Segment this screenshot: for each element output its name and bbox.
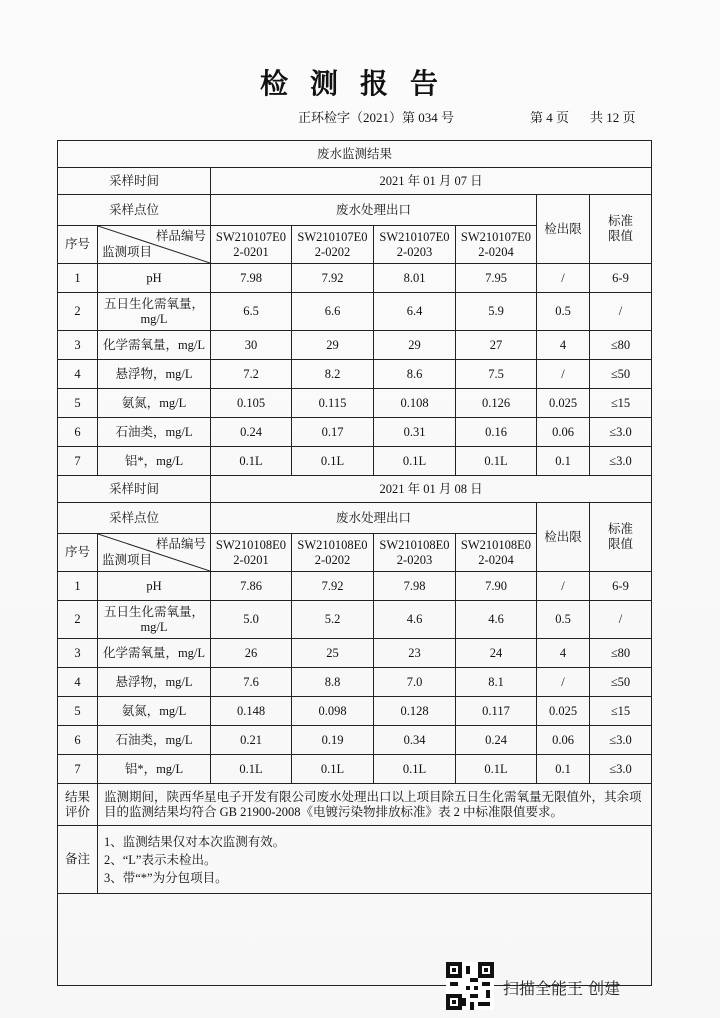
sample-id-label: 样品编号 [155,229,206,243]
table-row [58,668,652,697]
measured-value: 8.01 [374,264,456,293]
monitoring-item: 铝*，mg/L [98,447,211,476]
table-row [58,331,652,360]
sampling-time-label: 采样时间 [58,476,211,503]
measured-value: 0.148 [211,697,292,726]
table-row [58,389,652,418]
monitoring-item: 五日生化需氧量， mg/L [98,601,211,639]
monitoring-item: 石油类，mg/L [98,726,211,755]
table-row [58,755,652,784]
measured-value: 7.98 [211,264,292,293]
monitoring-item: 悬浮物，mg/L [98,360,211,389]
sample-id: SW210107E0 2-0204 [456,226,537,264]
standard-limit-header: 标准 限值 [590,195,652,264]
row-number: 4 [58,360,98,389]
measured-value: 7.0 [374,668,456,697]
measured-value: 0.108 [374,389,456,418]
detection-limit-value: / [537,264,590,293]
measured-value: 0.105 [211,389,292,418]
measured-value: 6.5 [211,293,292,331]
measured-value: 7.98 [374,572,456,601]
table-row [58,168,652,195]
row-number: 7 [58,447,98,476]
measured-value: 0.115 [292,389,374,418]
detection-limit-header: 检出限 [537,195,590,264]
measured-value: 0.34 [374,726,456,755]
standard-limit-value: 6-9 [590,572,652,601]
sampling-date: 2021 年 01 月 08 日 [211,476,652,503]
measured-value: 23 [374,639,456,668]
table-row [58,826,652,894]
sampling-point: 废水处理出口 [211,503,537,534]
measured-value: 4.6 [456,601,537,639]
sampling-time-label: 采样时间 [58,168,211,195]
sample-id: SW210107E0 2-0202 [292,226,374,264]
monitoring-item-label: 监测项目 [102,245,153,259]
measured-value: 0.24 [211,418,292,447]
sample-id-label: 样品编号 [155,537,206,551]
table-row [58,639,652,668]
sample-id: SW210107E0 2-0203 [374,226,456,264]
monitoring-item: 氨氮，mg/L [98,389,211,418]
table-row [58,293,652,331]
measured-value: 8.2 [292,360,374,389]
measured-value: 0.24 [456,726,537,755]
sample-id: SW210108E0 2-0202 [292,534,374,572]
table-row [58,784,652,826]
header-diagonal-cell [98,534,211,572]
measured-value: 0.128 [374,697,456,726]
measured-value: 7.90 [456,572,537,601]
measured-value: 5.0 [211,601,292,639]
row-number: 7 [58,755,98,784]
standard-limit-value: ≤50 [590,360,652,389]
row-number: 6 [58,726,98,755]
detection-limit-value: 0.5 [537,293,590,331]
table-row [58,503,652,534]
monitoring-item: 化学需氧量，mg/L [98,331,211,360]
measured-value: 0.1L [292,755,374,784]
detection-limit-value: 0.1 [537,447,590,476]
table-row [58,697,652,726]
monitoring-item-label: 监测项目 [102,553,153,567]
measured-value: 0.1L [374,447,456,476]
qr-code-icon [446,962,494,1010]
sample-id: SW210107E0 2-0201 [211,226,292,264]
remark-item: 1、监测结果仅对本次监测有效。 [104,834,286,849]
remark-item: 3、带“*”为分包项目。 [104,870,228,885]
page-total: 共 12 页 [590,110,636,125]
report-code: 正环检字（2021）第 034 号 [298,110,455,125]
detection-limit-value: / [537,360,590,389]
remarks-list [98,826,652,894]
monitoring-item: 化学需氧量，mg/L [98,639,211,668]
measured-value: 0.098 [292,697,374,726]
measured-value: 7.86 [211,572,292,601]
standard-limit-value: ≤3.0 [590,447,652,476]
standard-limit-value: ≤15 [590,389,652,418]
standard-limit-value: ≤80 [590,639,652,668]
row-number: 2 [58,293,98,331]
standard-limit-value: / [590,601,652,639]
row-number: 5 [58,389,98,418]
measured-value: 7.92 [292,572,374,601]
measured-value: 0.17 [292,418,374,447]
measured-value: 29 [374,331,456,360]
table-row [58,572,652,601]
conclusion-text: 监测期间，陕西华星电子开发有限公司废水处理出口以上项目除五日生化需氧量无限值外，其余项目的监测结果均符合 GB 21900-2008《电镀污染物排放标准》表 2 中标准限值要求。 [98,784,652,826]
remarks-label: 备注 [58,826,98,894]
measured-value: 0.1L [456,447,537,476]
row-number: 5 [58,697,98,726]
measured-value: 26 [211,639,292,668]
measured-value: 0.117 [456,697,537,726]
sampling-point-label: 采样点位 [58,195,211,226]
wastewater-results-table [57,140,652,986]
report-title: 检测报告 [259,69,460,100]
table-row [58,476,652,503]
measured-value: 5.9 [456,293,537,331]
measured-value: 29 [292,331,374,360]
measured-value: 8.8 [292,668,374,697]
sampling-point-label: 采样点位 [58,503,211,534]
sample-id: SW210108E0 2-0204 [456,534,537,572]
measured-value: 0.1L [456,755,537,784]
remark-item: 2、“L”表示未检出。 [104,852,217,867]
measured-value: 30 [211,331,292,360]
detection-limit-value: / [537,572,590,601]
measured-value: 25 [292,639,374,668]
table-row [58,894,652,986]
table-row [58,601,652,639]
row-number: 4 [58,668,98,697]
standard-limit-value: ≤3.0 [590,726,652,755]
scanner-watermark: 扫描全能王 创建 [503,979,621,998]
detection-limit-value: 0.06 [537,418,590,447]
table-row [58,195,652,226]
detection-limit-value: 0.1 [537,755,590,784]
measured-value: 0.1L [374,755,456,784]
measured-value: 7.5 [456,360,537,389]
table-row [58,447,652,476]
measured-value: 7.2 [211,360,292,389]
measured-value: 7.6 [211,668,292,697]
measured-value: 8.6 [374,360,456,389]
row-number: 1 [58,264,98,293]
row-number: 1 [58,572,98,601]
measured-value: 5.2 [292,601,374,639]
seq-header: 序号 [58,226,98,264]
standard-limit-value: ≤15 [590,697,652,726]
row-number: 2 [58,601,98,639]
measured-value: 24 [456,639,537,668]
table-row [58,418,652,447]
header-diagonal-cell [98,226,211,264]
row-number: 6 [58,418,98,447]
table-row [58,264,652,293]
detection-limit-value: / [537,668,590,697]
row-number: 3 [58,639,98,668]
detection-limit-value: 4 [537,639,590,668]
detection-limit-value: 0.5 [537,601,590,639]
standard-limit-value: 6-9 [590,264,652,293]
monitoring-item: 铝*，mg/L [98,755,211,784]
monitoring-item: 五日生化需氧量， mg/L [98,293,211,331]
monitoring-item: pH [98,572,211,601]
detection-limit-value: 4 [537,331,590,360]
sample-id: SW210108E0 2-0201 [211,534,292,572]
measured-value: 0.1L [292,447,374,476]
sampling-date: 2021 年 01 月 07 日 [211,168,652,195]
monitoring-item: pH [98,264,211,293]
measured-value: 0.1L [211,755,292,784]
sample-id: SW210108E0 2-0203 [374,534,456,572]
detection-limit-value: 0.025 [537,697,590,726]
measured-value: 0.126 [456,389,537,418]
measured-value: 4.6 [374,601,456,639]
seq-header: 序号 [58,534,98,572]
standard-limit-header: 标准 限值 [590,503,652,572]
row-number: 3 [58,331,98,360]
standard-limit-value: ≤80 [590,331,652,360]
conclusion-label: 结果 评价 [58,784,98,826]
measured-value: 6.6 [292,293,374,331]
monitoring-item: 悬浮物，mg/L [98,668,211,697]
measured-value: 0.21 [211,726,292,755]
monitoring-item: 石油类，mg/L [98,418,211,447]
measured-value: 27 [456,331,537,360]
table-row [58,726,652,755]
measured-value: 8.1 [456,668,537,697]
section-title: 废水监测结果 [58,141,652,168]
standard-limit-value: ≤50 [590,668,652,697]
sampling-point: 废水处理出口 [211,195,537,226]
page-number: 第 4 页 [530,110,570,125]
standard-limit-value: ≤3.0 [590,755,652,784]
measured-value: 7.95 [456,264,537,293]
standard-limit-value: ≤3.0 [590,418,652,447]
measured-value: 0.1L [211,447,292,476]
measured-value: 0.19 [292,726,374,755]
detection-limit-header: 检出限 [537,503,590,572]
measured-value: 7.92 [292,264,374,293]
monitoring-item: 氨氮，mg/L [98,697,211,726]
table-row [58,360,652,389]
measured-value: 0.31 [374,418,456,447]
detection-limit-value: 0.025 [537,389,590,418]
standard-limit-value: / [590,293,652,331]
detection-limit-value: 0.06 [537,726,590,755]
measured-value: 6.4 [374,293,456,331]
blank-area [58,894,652,986]
measured-value: 0.16 [456,418,537,447]
